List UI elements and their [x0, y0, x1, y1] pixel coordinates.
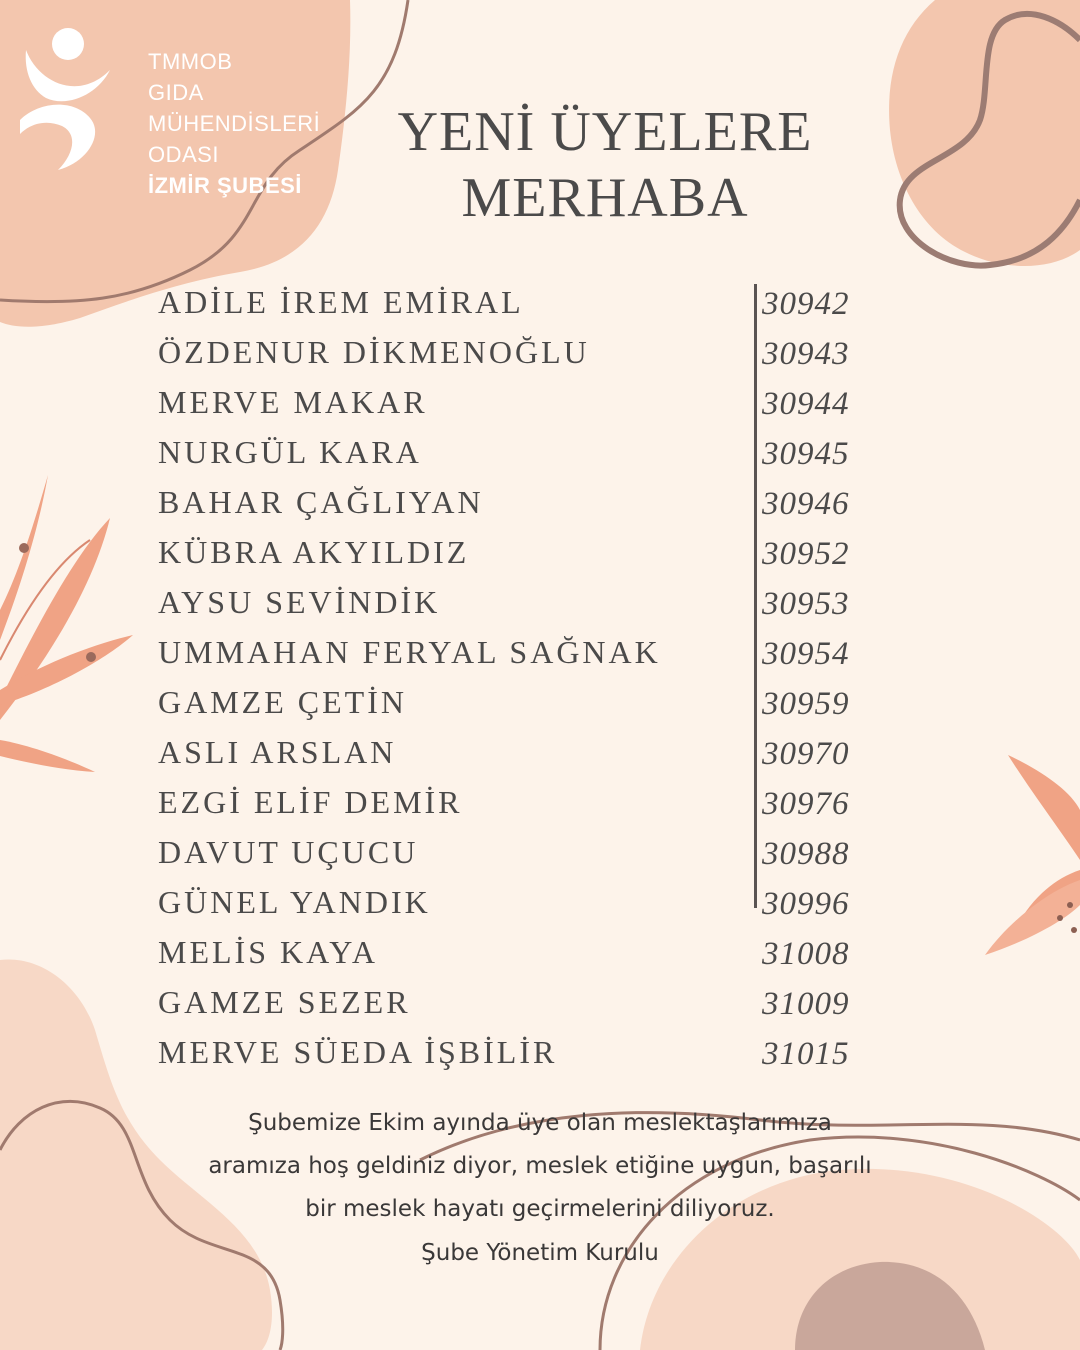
person-figure-logo-icon	[18, 22, 138, 182]
logo-line-4: ODASI	[148, 142, 219, 167]
member-number: 30954	[762, 636, 850, 672]
logo-line-2: GIDA	[148, 80, 204, 105]
member-number: 30976	[762, 786, 850, 822]
left-leaves-decoration	[0, 475, 133, 772]
list-item	[158, 880, 878, 930]
list-item	[158, 680, 878, 730]
list-item	[158, 930, 878, 980]
member-number: 30952	[762, 536, 850, 572]
member-number: 30959	[762, 686, 850, 722]
member-number: 30944	[762, 386, 850, 422]
member-number: 30945	[762, 436, 850, 472]
logo	[18, 22, 321, 198]
right-flower-decoration	[985, 755, 1080, 955]
member-number: 30988	[762, 836, 850, 872]
logo-line-3: MÜHENDİSLERİ	[148, 111, 321, 136]
member-number: 30970	[762, 736, 850, 772]
member-name: ADİLE İREM EMİRAL	[158, 284, 524, 320]
signature: Şube Yönetim Kurulu	[421, 1240, 659, 1266]
member-list	[158, 280, 878, 1080]
member-number: 30996	[762, 886, 850, 922]
member-name: DAVUT UÇUCU	[158, 834, 419, 870]
member-number: 30953	[762, 586, 850, 622]
logo-text	[148, 46, 320, 201]
member-name: NURGÜL KARA	[158, 434, 422, 470]
list-item	[158, 330, 878, 380]
member-name: MERVE SÜEDA İŞBİLİR	[158, 1034, 558, 1070]
page-title-line-2: MERHABA	[461, 167, 749, 229]
list-item	[158, 1030, 878, 1080]
member-number: 31008	[762, 936, 850, 972]
member-name: BAHAR ÇAĞLIYAN	[158, 484, 484, 520]
member-name: KÜBRA AKYILDIZ	[158, 534, 470, 570]
logo-line-5: İZMİR ŞUBESİ	[148, 173, 302, 198]
member-name: UMMAHAN FERYAL SAĞNAK	[158, 634, 661, 670]
member-name: ASLI ARSLAN	[158, 734, 397, 770]
list-item	[158, 830, 878, 880]
member-name: GAMZE SEZER	[158, 984, 411, 1020]
list-item	[158, 630, 878, 680]
list-item	[158, 980, 878, 1030]
member-number: 30946	[762, 486, 850, 522]
member-name: GÜNEL YANDIK	[158, 884, 431, 920]
list-item	[158, 730, 878, 780]
message-line-1: Şubemize Ekim ayında üye olan meslektaşlarımıza	[248, 1110, 832, 1136]
member-number: 30943	[762, 336, 850, 372]
list-item	[158, 580, 878, 630]
list-item	[158, 280, 878, 330]
page-title-line-1: YENİ ÜYELERE	[397, 101, 813, 163]
message-line-2: aramıza hoş geldiniz diyor, meslek etiğine uygun, başarılı	[208, 1153, 872, 1179]
logo-line-1: TMMOB	[148, 49, 233, 74]
list-item	[158, 430, 878, 480]
member-name: MERVE MAKAR	[158, 384, 428, 420]
member-name: MELİS KAYA	[158, 934, 378, 970]
list-item	[158, 380, 878, 430]
welcome-message	[140, 1102, 940, 1231]
member-number: 30942	[762, 286, 850, 322]
top-right-blob	[889, 0, 1080, 266]
member-name: GAMZE ÇETİN	[158, 684, 407, 720]
list-item	[158, 780, 878, 830]
member-number: 31009	[762, 986, 850, 1022]
member-name: ÖZDENUR DİKMENOĞLU	[158, 334, 590, 370]
message-line-3: bir meslek hayatı geçirmelerini diliyoruz.	[305, 1196, 775, 1222]
member-number: 31015	[762, 1036, 850, 1072]
list-item	[158, 530, 878, 580]
list-item	[158, 480, 878, 530]
member-name: EZGİ ELİF DEMİR	[158, 784, 463, 820]
member-name: AYSU SEVİNDİK	[158, 584, 441, 620]
